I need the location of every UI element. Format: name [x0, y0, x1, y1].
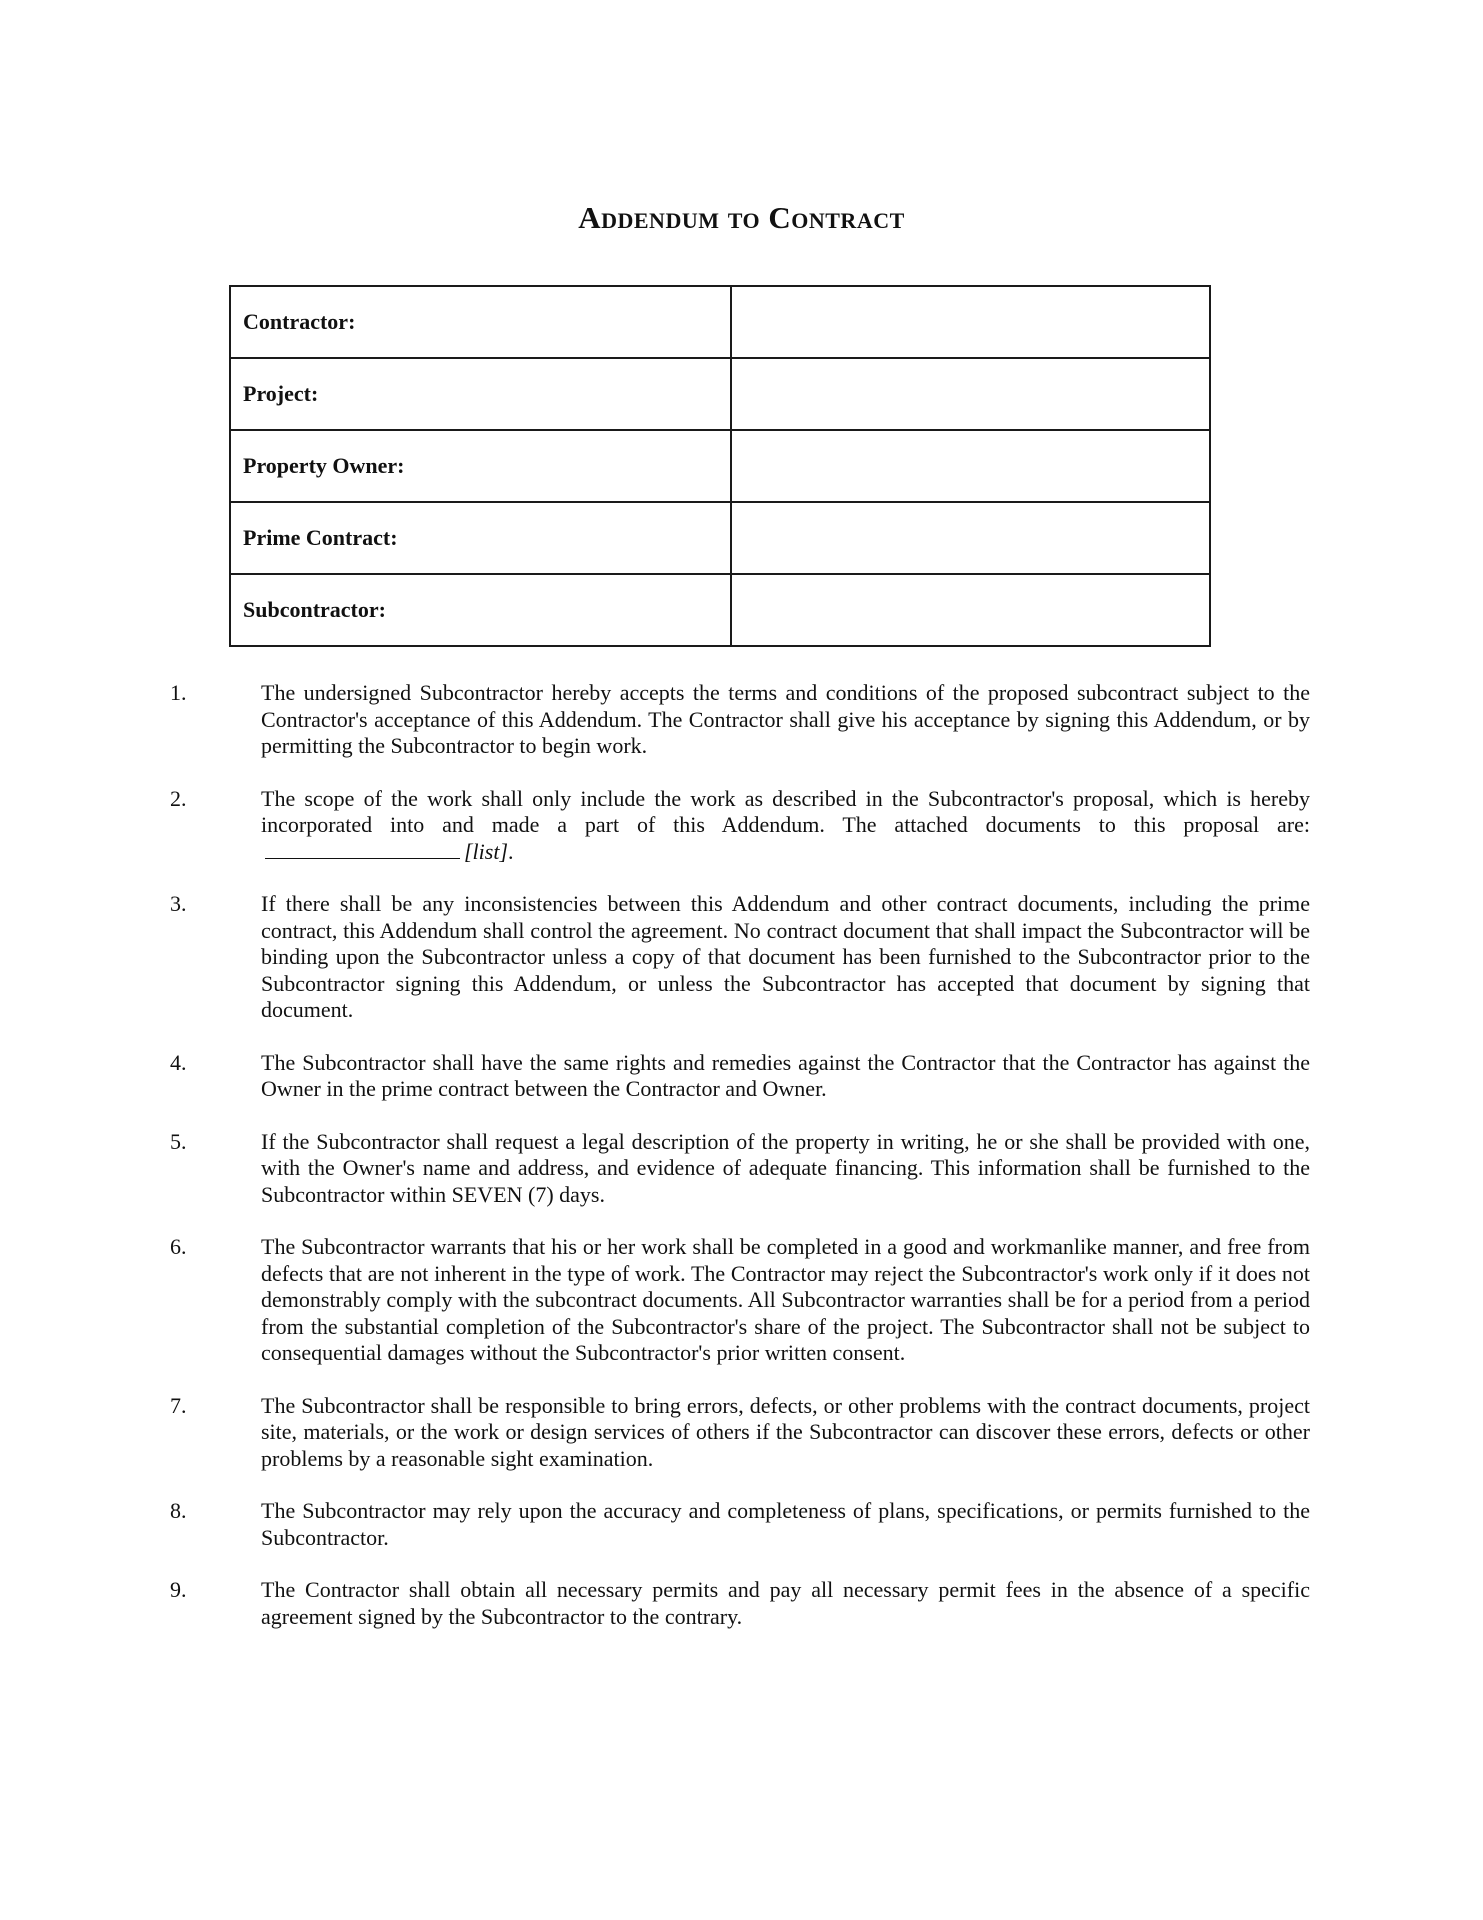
clause-number: 8.: [170, 1498, 187, 1523]
table-row-property-owner: [230, 430, 1210, 502]
clause-number: 1.: [170, 680, 187, 705]
clause-number: 6.: [170, 1234, 187, 1259]
clause-number: 7.: [170, 1392, 187, 1418]
table-row-subcontractor: [230, 574, 1210, 646]
clause-list: [170, 680, 1310, 1656]
clause-5: [170, 1129, 1310, 1209]
clause-text: The Contractor shall obtain all necessary permits and pay all necessary permit fees in the absence of a specific agreement signed by the Subcontractor to the contrary.: [261, 1577, 1310, 1629]
clause-8: [170, 1498, 1310, 1551]
clause-text: The Subcontractor shall have the same rights and remedies against the Contractor that the Contractor has against the Owner in the prime contract between the Contractor and Owner.: [261, 1049, 1310, 1101]
clause-7: [170, 1393, 1310, 1473]
project-field[interactable]: [731, 358, 1210, 430]
party-info-table: [229, 285, 1211, 647]
clause-number: 3.: [170, 891, 187, 916]
clause-number: 4.: [170, 1049, 187, 1075]
clause-number: 2.: [170, 785, 187, 811]
table-row-contractor: [230, 286, 1210, 358]
attached-documents-blank-field[interactable]: [265, 840, 460, 859]
property-owner-field[interactable]: [731, 430, 1210, 502]
clause-number: 9.: [170, 1577, 187, 1602]
clause-text: If the Subcontractor shall request a legal description of the property in writing, he or she shall be provided with one, with the Owner's name and address, and evidence of adequate financing. This information shall be furnished to the Subcontractor within SEVEN (7) days.: [261, 1128, 1310, 1207]
subcontractor-field[interactable]: [731, 574, 1210, 646]
clause-text: The Subcontractor shall be responsible to bring errors, defects, or other problems with the contract documents, project site, materials, or the work or design services of others if the Subcontractor can discover these errors, defects or other problems by a reasonable sight examination.: [261, 1392, 1310, 1471]
clause-4: [170, 1050, 1310, 1103]
clause-text: The Subcontractor may rely upon the accuracy and completeness of plans, specifications, or permits furnished to the Subcontractor.: [261, 1498, 1310, 1550]
prime-contract-label: Prime Contract:: [230, 502, 731, 574]
subcontractor-label: Subcontractor:: [230, 574, 731, 646]
clause-text-body: The scope of the work shall only include the work as described in the Subcontractor's proposal, which is hereby incorporated into and made a part of this Addendum. The attached documents to this proposal are:: [261, 785, 1310, 837]
prime-contract-field[interactable]: [731, 502, 1210, 574]
clause-3: [170, 891, 1310, 1024]
contractor-field[interactable]: [731, 286, 1210, 358]
clause-9: [170, 1577, 1310, 1630]
project-label: Project:: [230, 358, 731, 430]
property-owner-label: Property Owner:: [230, 430, 731, 502]
clause-text: [261, 786, 1310, 866]
table-row-project: [230, 358, 1210, 430]
clause-2: [170, 786, 1310, 866]
clause-6: [170, 1234, 1310, 1367]
clause-text: If there shall be any inconsistencies between this Addendum and other contract documents, including the prime contract, this Addendum shall control the agreement. No contract document that shall impact the Subcontractor will be binding upon the Subcontractor unless a copy of that document has been furnished to the Subcontractor prior to the Subcontractor signing this Addendum, or unless the Subcontractor has accepted that document by signing that document.: [261, 891, 1310, 1022]
table-row-prime-contract: [230, 502, 1210, 574]
clause-text: The Subcontractor warrants that his or her work shall be completed in a good and workmanlike manner, and free from defects that are not inherent in the type of work. The Contractor may reject the Subcontractor's work only if it does not demonstrably comply with the subcontract documents. All Subcontractor warranties shall be for a period from a period from the substantial completion of the Subcontractor's share of the project. The Subcontractor shall not be subject to consequential damages without the Subcontractor's prior written consent.: [261, 1234, 1310, 1365]
list-placeholder: [list]: [464, 838, 509, 864]
clause-number: 5.: [170, 1128, 187, 1154]
document-title: Addendum to Contract: [578, 200, 905, 235]
clause-1: [170, 680, 1310, 760]
contractor-label: Contractor:: [230, 286, 731, 358]
clause-end-punct: .: [508, 838, 514, 864]
clause-text: The undersigned Subcontractor hereby accepts the terms and conditions of the proposed subcontract subject to the Contractor's acceptance of this Addendum. The Contractor shall give his acceptance by signing this Addendum, or by permitting the Subcontractor to begin work.: [261, 680, 1310, 758]
